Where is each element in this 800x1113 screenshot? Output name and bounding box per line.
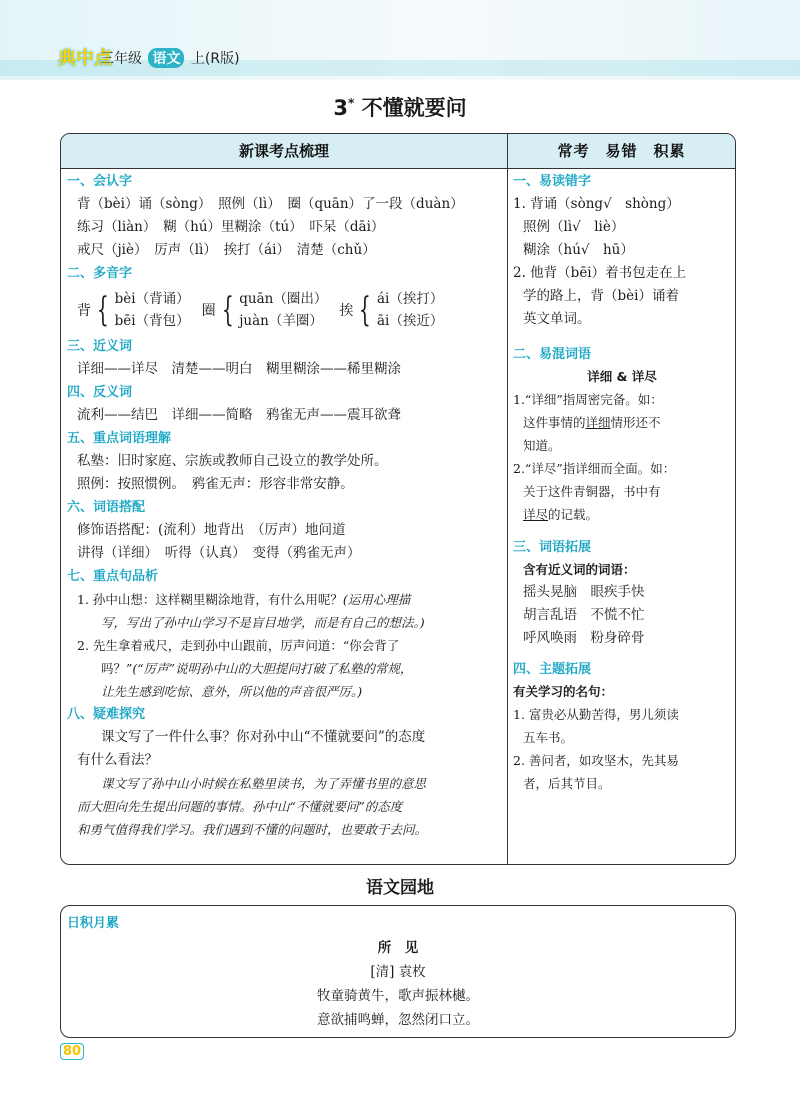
reading: juàn（羊圈） <box>239 313 323 329</box>
grade-label: 三年级 <box>100 51 142 67</box>
text-line <box>513 411 731 434</box>
text-line: 关于这件青铜器，书中有 <box>523 484 661 499</box>
subject-badge: 语文 <box>148 48 184 68</box>
lesson-table <box>60 133 736 865</box>
section-title: 一、会认字 <box>67 174 133 189</box>
reading-group <box>377 288 443 332</box>
underlined-word: 详尽 <box>523 507 549 522</box>
subheading: 有关学习的名句： <box>513 684 614 699</box>
section-title: 一、易读错字 <box>513 174 592 189</box>
text-line: 2. 他背（bēi）着书包走在上 <box>513 265 687 281</box>
text-line: 英文单词。 <box>523 311 591 327</box>
lesson-star: * <box>348 96 355 110</box>
subheading: 详细 & 详尽 <box>587 369 657 384</box>
section-title: 八、疑难探究 <box>67 707 146 722</box>
text-line: 练习（liàn） 糊（hú）里糊涂（tú） 吓呆（dāi） <box>77 219 385 235</box>
section-title: 五、重点词语理解 <box>67 431 172 446</box>
section-title: 四、反义词 <box>67 385 133 400</box>
brace: { <box>221 290 234 330</box>
text-line: 背（bèi）诵（sòng） 照例（lì） 圈（quān）了一段（duàn） <box>77 196 464 212</box>
page-header <box>0 0 800 80</box>
section-heading: 语文园地 <box>366 878 434 898</box>
poem-box <box>60 905 736 1038</box>
question-line: 课文写了一件什么事？你对孙中山“不懂就要问”的态度 <box>101 729 426 745</box>
reading: āi（挨近） <box>376 313 444 329</box>
left-column-header: 新课考点梳理 <box>61 134 508 169</box>
text-line: 戒尺（jiè） 厉声（lì） 挨打（ái） 清楚（chǔ） <box>77 242 376 258</box>
question-line: 有什么看法？ <box>77 752 158 768</box>
sentence-line <box>67 657 503 680</box>
answer-line: 而大胆向先生提出问题的事情。孙中山“不懂就要问”的态度 <box>77 799 403 814</box>
section-title: 六、词语搭配 <box>67 500 146 515</box>
text-line: 者，后其节目。 <box>523 776 611 791</box>
text-line: 知道。 <box>523 438 561 453</box>
poem-section-title: 日积月累 <box>67 916 120 931</box>
answer-line: 课文写了孙中山小时候在私塾里读书，为了弄懂书里的意思 <box>101 776 427 791</box>
text-line: 学的路上，背（bèi）诵着 <box>523 288 679 304</box>
text-part: 情形还不 <box>610 415 661 430</box>
term-label: 上(R版) <box>190 51 240 67</box>
right-column <box>513 170 731 795</box>
analysis-text: (运用心理描 <box>342 592 411 607</box>
text-line: 1.“详细”指周密完备。如： <box>513 392 663 407</box>
poem <box>61 936 735 1032</box>
polyphone-row <box>67 285 503 335</box>
text-line: 流利——结巴 详细——简略 鸦雀无声——震耳欲聋 <box>77 407 401 423</box>
brace: { <box>359 290 372 330</box>
text-line: 修饰语搭配：(流利）地背出 （厉声）地问道 <box>77 522 346 538</box>
text-line: 讲得（详细） 听得（认真） 变得（鸦雀无声） <box>77 545 361 561</box>
reading: bèi（背诵） <box>114 291 190 307</box>
text-line: 1. 背诵（sòng√ shòng） <box>513 196 680 212</box>
polyphone-char: 挨 <box>339 303 354 319</box>
subheading: 含有近义词的词语： <box>523 562 636 577</box>
reading: ái（挨打） <box>376 291 444 307</box>
right-column-header: 常考 易错 积累 <box>508 134 735 169</box>
book-grade <box>100 48 240 68</box>
poem-line: 意欲捕鸣蝉，忽然闭口立。 <box>317 1012 479 1028</box>
text-line: 照例：按照惯例。 鸦雀无声：形容非常安静。 <box>77 476 354 492</box>
text-line: 胡言乱语 不慌不忙 <box>523 607 645 623</box>
lesson-number: 3 <box>333 96 349 120</box>
analysis-line: 让先生感到吃惊、意外，所以他的声音很严厉。) <box>101 684 363 699</box>
text-line: 私塾：旧时家庭、宗族或教师自己设立的教学处所。 <box>77 453 388 469</box>
reading: quān（圈出） <box>239 291 328 307</box>
polyphone-char: 圈 <box>201 303 216 319</box>
text-line: 五车书。 <box>523 730 574 745</box>
analysis-text: (“厉声”说明孙中山的大胆提问打破了私塾的常规， <box>132 661 413 676</box>
reading-group <box>239 288 327 332</box>
lesson-title <box>0 92 800 122</box>
left-column <box>67 170 503 841</box>
section-title: 四、主题拓展 <box>513 662 592 677</box>
section-title: 二、多音字 <box>67 266 133 281</box>
text-line: 糊涂（hú√ hū） <box>523 242 634 258</box>
section-title: 三、词语拓展 <box>513 540 592 555</box>
sentence-text: 吗？” <box>101 661 133 676</box>
text-part: 的记载。 <box>548 507 599 522</box>
brace: { <box>96 290 109 330</box>
sentence-text: 1. 孙中山想：这样糊里糊涂地背，有什么用呢？ <box>77 592 343 607</box>
text-line: 2. 善问者，如攻坚木，先其易 <box>513 753 679 768</box>
poem-author: [清] 袁枚 <box>370 964 426 980</box>
column-divider <box>507 168 508 864</box>
sentence-line: 2. 先生拿着戒尺，走到孙中山跟前，厉声问道：“你会背了 <box>77 638 400 653</box>
section-title: 三、近义词 <box>67 339 133 354</box>
text-line <box>513 503 731 526</box>
text-line: 1. 富贵必从勤苦得，男儿须读 <box>513 707 679 722</box>
section-title: 七、重点句品析 <box>67 569 159 584</box>
reading-group <box>115 288 190 332</box>
poem-title: 所 见 <box>377 940 419 956</box>
text-line: 详细——详尽 清楚——明白 糊里糊涂——稀里糊涂 <box>77 361 401 377</box>
text-line: 呼风唤雨 粉身碎骨 <box>523 630 645 646</box>
text-line: 摇头晃脑 眼疾手快 <box>523 584 645 600</box>
polyphone-char: 背 <box>77 303 91 319</box>
lesson-name: 不懂就要问 <box>361 96 467 120</box>
reading: bēi（背包） <box>114 313 190 329</box>
sentence-line <box>67 588 503 611</box>
answer-line: 和勇气值得我们学习。我们遇到不懂的问题时，也要敢于去问。 <box>77 822 428 837</box>
underlined-word: 详细 <box>585 415 611 430</box>
section-title: 二、易混词语 <box>513 347 592 362</box>
text-line: 照例（lì√ liè） <box>523 219 625 235</box>
page-number: 80 <box>60 1043 84 1060</box>
text-line: 2.“详尽”指详细而全面。如： <box>513 461 676 476</box>
text-part: 这件事情的 <box>523 415 586 430</box>
book-logo: 典中点 <box>58 48 112 69</box>
analysis-line: 写，写出了孙中山学习不是盲目地学，而是有自己的想法。) <box>101 615 425 630</box>
poem-line: 牧童骑黄牛，歌声振林樾。 <box>317 988 479 1004</box>
